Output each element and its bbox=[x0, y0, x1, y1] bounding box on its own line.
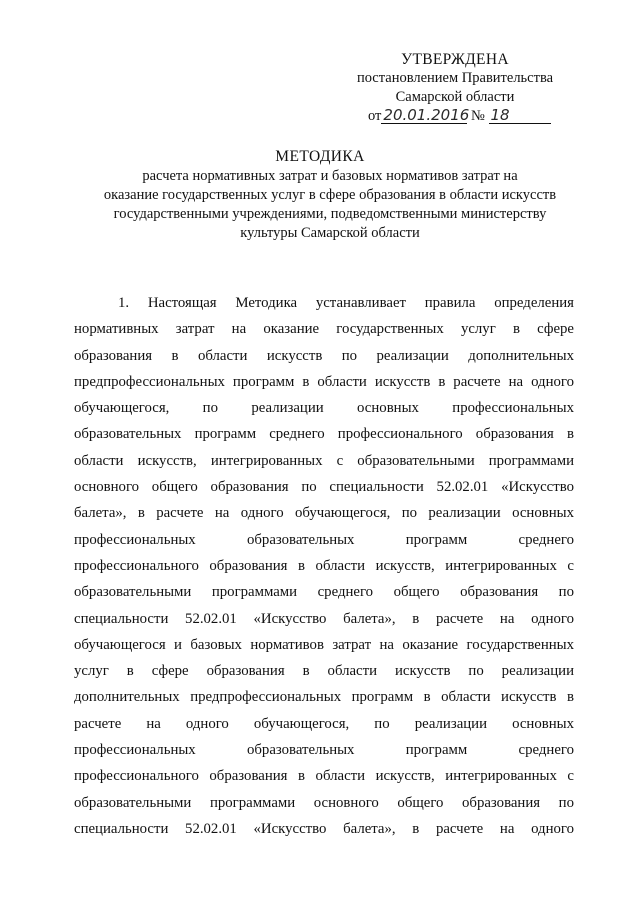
handwritten-date: 20.01.2016 bbox=[383, 106, 470, 124]
paragraph-line: предпрофессиональных программ в области искусств в расчете на одного bbox=[74, 373, 574, 390]
approval-order-line bbox=[340, 107, 570, 126]
paragraph-line: профессиональных образовательных программ среднего bbox=[74, 742, 574, 759]
paragraph-line: услуг в сфере образования в области искусств по реализации bbox=[74, 663, 574, 680]
paragraph-line: специальности 52.02.01 «Искусство балета», в расчете на одного bbox=[74, 610, 574, 627]
number-prefix: № bbox=[471, 108, 485, 124]
approval-stamp-block bbox=[340, 50, 570, 126]
paragraph-line: нормативных затрат на оказание государственных услуг в сфере bbox=[74, 321, 574, 338]
paragraph-line: основного общего образования по специальности 52.02.01 «Искусство bbox=[74, 479, 574, 496]
paragraph-line: профессиональных образовательных программ среднего bbox=[74, 531, 574, 548]
date-prefix: от bbox=[368, 108, 382, 124]
paragraph-line: области искусств, интегрированных с образовательными программами bbox=[74, 452, 574, 469]
approval-title: УТВЕРЖДЕНА bbox=[401, 51, 509, 68]
paragraph-line: профессионального образования в области искусств, интегрированных с bbox=[74, 557, 574, 574]
paragraph-line: образовательными программами основного общего образования по bbox=[74, 794, 574, 811]
paragraph-line: образования в области искусств по реализации дополнительных bbox=[74, 347, 574, 364]
approval-line-2: Самарской области bbox=[395, 89, 515, 105]
document-subtitle bbox=[80, 167, 580, 243]
paragraph-line: расчете на одного обучающегося, по реализации основных bbox=[74, 715, 574, 732]
paragraph-line: специальности 52.02.01 «Искусство балета», в расчете на одного bbox=[74, 820, 574, 837]
handwritten-number: 18 bbox=[489, 107, 551, 124]
subtitle-line: культуры Самарской области bbox=[240, 225, 420, 241]
approval-line-1: постановлением Правительства bbox=[356, 70, 554, 86]
paragraph-line: профессионального образования в области искусств, интегрированных с bbox=[74, 768, 574, 785]
paragraph-line: обучающегося и базовых нормативов затрат на оказание государственных bbox=[74, 636, 574, 653]
subtitle-line: оказание государственных услуг в сфере образования в области искусств bbox=[103, 187, 557, 203]
body-paragraph bbox=[74, 290, 574, 842]
paragraph-line: образовательных программ среднего профессионального образования в bbox=[74, 426, 574, 443]
paragraph-line: балета», в расчете на одного обучающегося, по реализации основных bbox=[74, 505, 574, 522]
document-title: МЕТОДИКА bbox=[275, 148, 365, 165]
paragraph-line: 1. Настоящая Методика устанавливает правила определения bbox=[118, 295, 574, 311]
subtitle-line: государственными учреждениями, подведомственными министерству bbox=[113, 206, 547, 222]
paragraph-line: образовательными программами среднего общего образования по bbox=[74, 584, 574, 601]
subtitle-line: расчета нормативных затрат и базовых нормативов затрат на bbox=[142, 168, 518, 184]
paragraph-line: обучающегося, по реализации основных профессиональных bbox=[74, 400, 574, 417]
paragraph-line: дополнительных предпрофессиональных программ в области искусств в bbox=[74, 689, 574, 706]
